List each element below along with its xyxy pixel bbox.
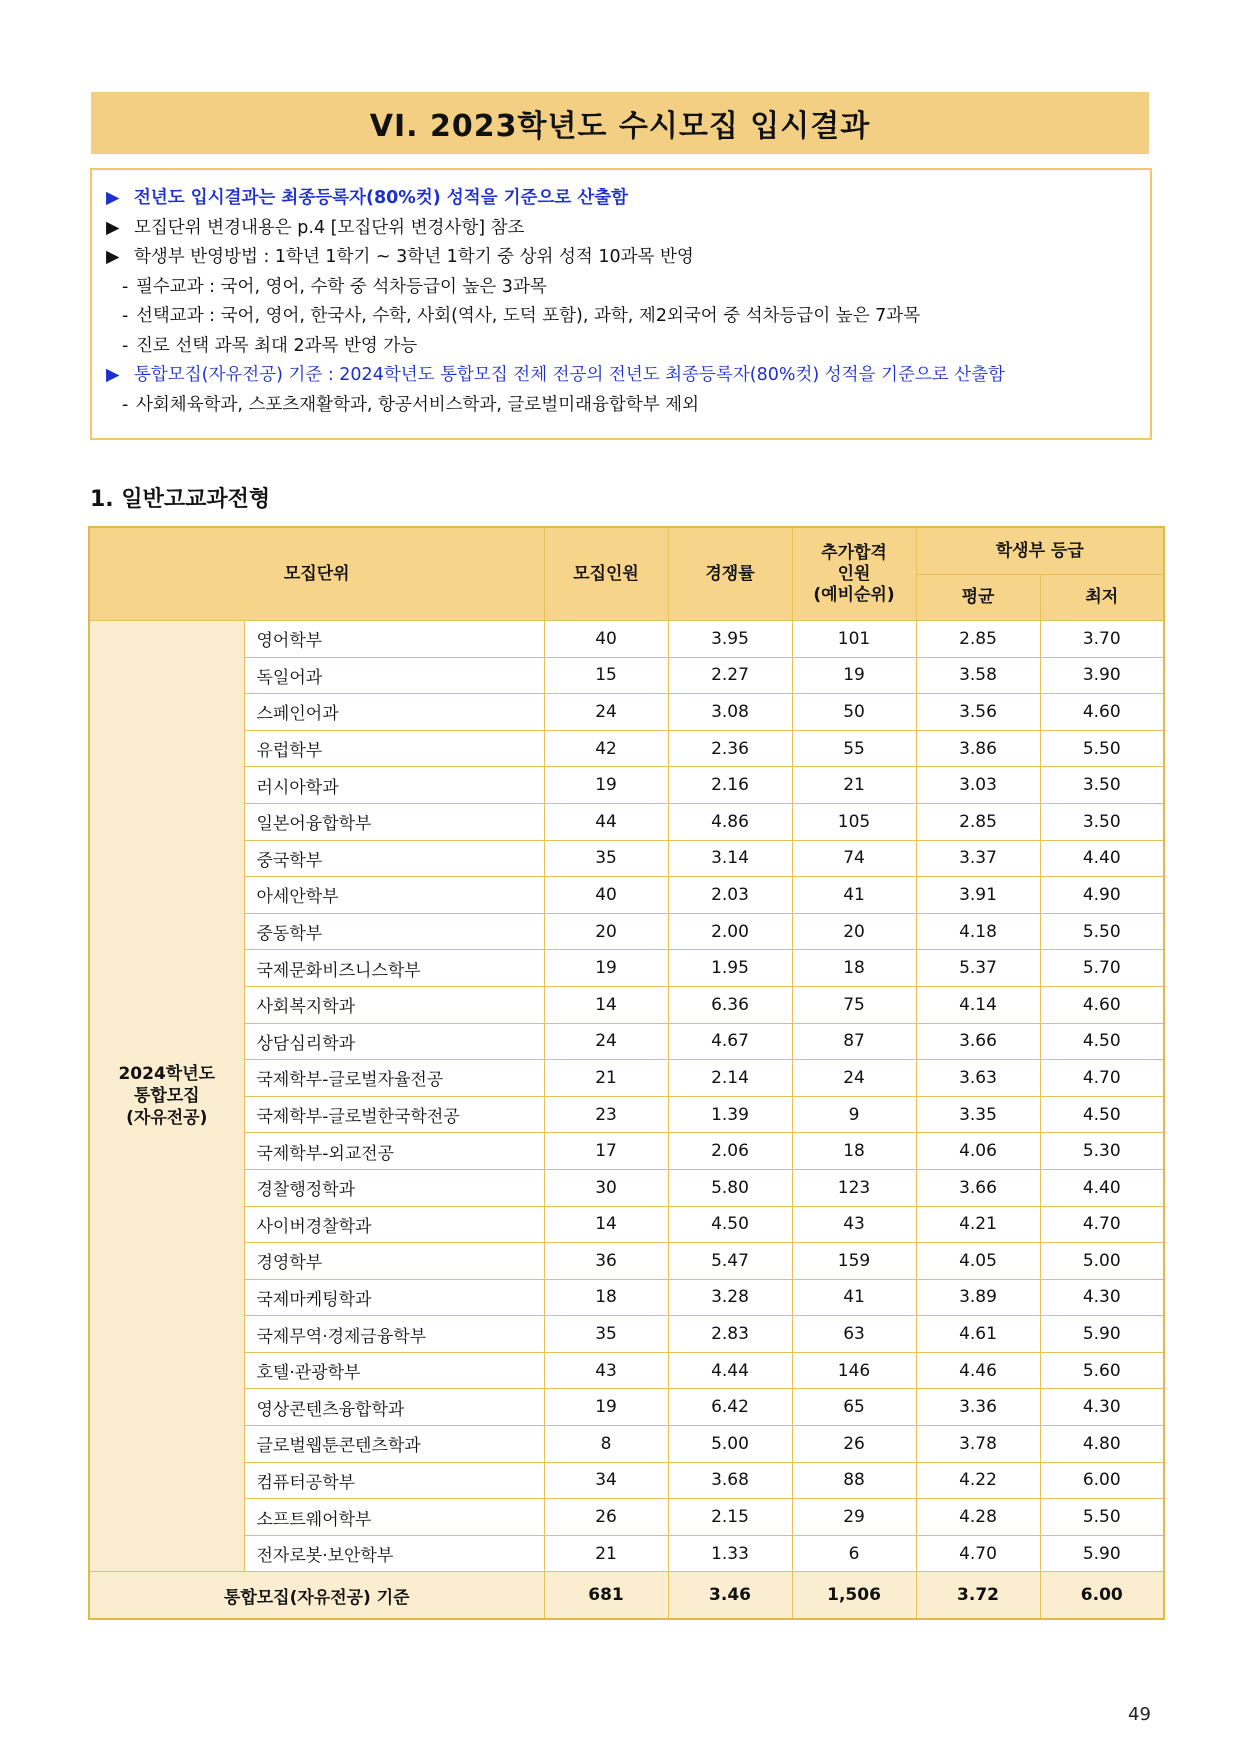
- header-min: 최저: [1040, 575, 1164, 621]
- cell-ratio: 2.15: [668, 1499, 792, 1536]
- cell-extra: 65: [792, 1389, 916, 1426]
- cell-name: 호텔·관광학부: [244, 1352, 544, 1389]
- cell-avg: 3.66: [916, 1023, 1040, 1060]
- cell-ratio: 2.36: [668, 730, 792, 767]
- cell-quota: 44: [544, 803, 668, 840]
- table-row: [89, 1316, 1164, 1353]
- cell-extra: 21: [792, 767, 916, 804]
- cell-quota: 24: [544, 694, 668, 731]
- cell-extra: 123: [792, 1169, 916, 1206]
- cell-ratio: 1.39: [668, 1096, 792, 1133]
- table-row: [89, 621, 1164, 658]
- cell-avg: 3.03: [916, 767, 1040, 804]
- cell-ratio: 4.86: [668, 803, 792, 840]
- cell-avg: 2.85: [916, 803, 1040, 840]
- cell-ratio: 4.50: [668, 1206, 792, 1243]
- cell-name: 전자로봇·보안학부: [244, 1535, 544, 1572]
- cell-avg: 4.70: [916, 1535, 1040, 1572]
- cell-quota: 23: [544, 1096, 668, 1133]
- cell-avg: 4.05: [916, 1243, 1040, 1280]
- header-unit: 모집단위: [89, 527, 544, 621]
- note-line: [106, 391, 1150, 421]
- dash-bullet: -: [122, 394, 129, 415]
- cell-avg: 4.14: [916, 986, 1040, 1023]
- cell-name: 컴퓨터공학부: [244, 1462, 544, 1499]
- cell-extra: 18: [792, 1133, 916, 1170]
- cell-quota: 19: [544, 950, 668, 987]
- triangle-bullet-icon: ▶: [106, 365, 120, 385]
- table-row: [89, 694, 1164, 731]
- cell-ratio: 4.44: [668, 1352, 792, 1389]
- cell-quota: 40: [544, 877, 668, 914]
- cell-quota: 34: [544, 1462, 668, 1499]
- cell-min: 4.60: [1040, 694, 1164, 731]
- cell-extra: 88: [792, 1462, 916, 1499]
- cell-name: 중동학부: [244, 913, 544, 950]
- table-row: [89, 950, 1164, 987]
- cell-ratio: 3.95: [668, 621, 792, 658]
- cell-avg: 3.91: [916, 877, 1040, 914]
- cell-avg: 4.28: [916, 1499, 1040, 1536]
- table-row: [89, 1060, 1164, 1097]
- cell-name: 독일어과: [244, 657, 544, 694]
- cell-extra: 105: [792, 803, 916, 840]
- header-quota: 모집인원: [544, 527, 668, 621]
- cell-extra: 74: [792, 840, 916, 877]
- table-row: [89, 1535, 1164, 1572]
- cell-min: 4.30: [1040, 1279, 1164, 1316]
- header-avg: 평균: [916, 575, 1040, 621]
- cell-name: 경찰행정학과: [244, 1169, 544, 1206]
- cell-ratio: 1.33: [668, 1535, 792, 1572]
- cell-avg: 5.37: [916, 950, 1040, 987]
- cell-quota: 35: [544, 1316, 668, 1353]
- cell-name: 경영학부: [244, 1243, 544, 1280]
- notes-box: [90, 168, 1152, 440]
- cell-name: 일본어융합학부: [244, 803, 544, 840]
- note-text: 전년도 입시결과는 최종등록자(80%컷) 성적을 기준으로 산출함: [134, 188, 629, 208]
- cell-min: 3.90: [1040, 657, 1164, 694]
- cell-quota: 14: [544, 1206, 668, 1243]
- table-row: [89, 1243, 1164, 1280]
- table-row: [89, 730, 1164, 767]
- note-text: 진로 선택 과목 최대 2과목 반영 가능: [136, 335, 418, 356]
- cell-min: 3.70: [1040, 621, 1164, 658]
- cell-min: 3.50: [1040, 767, 1164, 804]
- cell-name: 국제마케팅학과: [244, 1279, 544, 1316]
- table-row: [89, 1462, 1164, 1499]
- cell-ratio: 6.42: [668, 1389, 792, 1426]
- cell-quota: 21: [544, 1535, 668, 1572]
- header-ratio: 경쟁률: [668, 527, 792, 621]
- table-row: [89, 840, 1164, 877]
- cell-extra: 41: [792, 877, 916, 914]
- total-label: 통합모집(자유전공) 기준: [89, 1572, 544, 1620]
- cell-avg: 3.86: [916, 730, 1040, 767]
- table-row: [89, 1169, 1164, 1206]
- page-number: 49: [1128, 1704, 1151, 1725]
- cell-min: 5.90: [1040, 1316, 1164, 1353]
- triangle-bullet-icon: ▶: [106, 188, 120, 208]
- cell-extra: 6: [792, 1535, 916, 1572]
- cell-min: 5.50: [1040, 1499, 1164, 1536]
- cell-quota: 21: [544, 1060, 668, 1097]
- table-row: [89, 767, 1164, 804]
- table-row: [89, 913, 1164, 950]
- cell-avg: 4.21: [916, 1206, 1040, 1243]
- note-line: [106, 302, 1150, 332]
- cell-name: 사이버경찰학과: [244, 1206, 544, 1243]
- cell-min: 5.50: [1040, 913, 1164, 950]
- cell-min: 3.50: [1040, 803, 1164, 840]
- cell-ratio: 3.08: [668, 694, 792, 731]
- cell-ratio: 2.27: [668, 657, 792, 694]
- cell-ratio: 6.36: [668, 986, 792, 1023]
- table-row: [89, 1499, 1164, 1536]
- cell-ratio: 2.83: [668, 1316, 792, 1353]
- cell-quota: 43: [544, 1352, 668, 1389]
- cell-avg: 4.46: [916, 1352, 1040, 1389]
- cell-name: 국제학부-외교전공: [244, 1133, 544, 1170]
- triangle-bullet-icon: ▶: [106, 217, 120, 238]
- cell-quota: 19: [544, 767, 668, 804]
- table-row: [89, 1352, 1164, 1389]
- cell-avg: 3.37: [916, 840, 1040, 877]
- cell-min: 4.50: [1040, 1096, 1164, 1133]
- cell-quota: 40: [544, 621, 668, 658]
- cell-quota: 30: [544, 1169, 668, 1206]
- cell-ratio: 2.14: [668, 1060, 792, 1097]
- cell-ratio: 2.06: [668, 1133, 792, 1170]
- note-text: 모집단위 변경내용은 p.4 [모집단위 변경사항] 참조: [134, 217, 525, 238]
- cell-quota: 42: [544, 730, 668, 767]
- cell-quota: 26: [544, 1499, 668, 1536]
- table-row: [89, 1426, 1164, 1463]
- cell-min: 6.00: [1040, 1462, 1164, 1499]
- section-title: 1. 일반고교과전형: [90, 487, 271, 512]
- cell-min: 5.90: [1040, 1535, 1164, 1572]
- cell-quota: 36: [544, 1243, 668, 1280]
- cell-avg: 3.89: [916, 1279, 1040, 1316]
- group-label: 2024학년도 통합모집 (자유전공): [89, 621, 244, 1572]
- total-quota: 681: [544, 1572, 668, 1620]
- cell-name: 아세안학부: [244, 877, 544, 914]
- cell-avg: 3.58: [916, 657, 1040, 694]
- cell-avg: 2.85: [916, 621, 1040, 658]
- cell-name: 스페인어과: [244, 694, 544, 731]
- cell-quota: 17: [544, 1133, 668, 1170]
- cell-extra: 41: [792, 1279, 916, 1316]
- cell-ratio: 3.14: [668, 840, 792, 877]
- total-extra: 1,506: [792, 1572, 916, 1620]
- cell-min: 5.00: [1040, 1243, 1164, 1280]
- total-row: [89, 1572, 1164, 1620]
- cell-ratio: 5.00: [668, 1426, 792, 1463]
- cell-min: 5.70: [1040, 950, 1164, 987]
- cell-min: 5.50: [1040, 730, 1164, 767]
- cell-extra: 101: [792, 621, 916, 658]
- cell-extra: 26: [792, 1426, 916, 1463]
- cell-name: 상담심리학과: [244, 1023, 544, 1060]
- cell-quota: 14: [544, 986, 668, 1023]
- table-row: [89, 877, 1164, 914]
- cell-ratio: 5.80: [668, 1169, 792, 1206]
- cell-extra: 50: [792, 694, 916, 731]
- cell-name: 사회복지학과: [244, 986, 544, 1023]
- cell-ratio: 2.00: [668, 913, 792, 950]
- cell-avg: 4.61: [916, 1316, 1040, 1353]
- cell-avg: 4.06: [916, 1133, 1040, 1170]
- page-title: VI. 2023학년도 수시모집 입시결과: [369, 109, 871, 144]
- cell-extra: 24: [792, 1060, 916, 1097]
- table-row: [89, 803, 1164, 840]
- cell-name: 영상콘텐츠융합학과: [244, 1389, 544, 1426]
- dash-bullet: -: [122, 335, 129, 356]
- cell-avg: 4.22: [916, 1462, 1040, 1499]
- cell-extra: 9: [792, 1096, 916, 1133]
- note-line: [106, 243, 1150, 273]
- note-line: [106, 361, 1150, 391]
- title-bar: [91, 92, 1149, 154]
- header-extra: 추가합격 인원 (예비순위): [792, 527, 916, 621]
- cell-name: 국제학부-글로벌자율전공: [244, 1060, 544, 1097]
- cell-extra: 63: [792, 1316, 916, 1353]
- cell-avg: 3.63: [916, 1060, 1040, 1097]
- cell-name: 소프트웨어학부: [244, 1499, 544, 1536]
- table-row: [89, 1096, 1164, 1133]
- dash-bullet: -: [122, 276, 129, 297]
- cell-quota: 35: [544, 840, 668, 877]
- cell-ratio: 3.28: [668, 1279, 792, 1316]
- note-text: 사회체육학과, 스포츠재활학과, 항공서비스학과, 글로벌미래융합학부 제외: [136, 394, 699, 415]
- cell-min: 4.40: [1040, 1169, 1164, 1206]
- cell-avg: 3.35: [916, 1096, 1040, 1133]
- total-ratio: 3.46: [668, 1572, 792, 1620]
- note-line: [106, 184, 1150, 214]
- cell-quota: 18: [544, 1279, 668, 1316]
- cell-quota: 15: [544, 657, 668, 694]
- note-line: [106, 332, 1150, 362]
- cell-min: 4.40: [1040, 840, 1164, 877]
- cell-avg: 3.66: [916, 1169, 1040, 1206]
- cell-name: 국제무역·경제금융학부: [244, 1316, 544, 1353]
- cell-quota: 19: [544, 1389, 668, 1426]
- cell-extra: 43: [792, 1206, 916, 1243]
- cell-ratio: 2.03: [668, 877, 792, 914]
- cell-min: 4.90: [1040, 877, 1164, 914]
- cell-extra: 146: [792, 1352, 916, 1389]
- note-text: 선택교과 : 국어, 영어, 한국사, 수학, 사회(역사, 도덕 포함), 과학, 제2외국어 중 석차등급이 높은 7과목: [136, 306, 921, 326]
- note-text: 필수교과 : 국어, 영어, 수학 중 석차등급이 높은 3과목: [136, 276, 547, 297]
- cell-name: 러시아학과: [244, 767, 544, 804]
- note-text: 통합모집(자유전공) 기준 : 2024학년도 통합모집 전체 전공의 전년도 최종등록자(80%컷) 성적을 기준으로 산출함: [134, 365, 1005, 385]
- cell-avg: 3.56: [916, 694, 1040, 731]
- dash-bullet: -: [122, 306, 129, 326]
- table-row: [89, 1133, 1164, 1170]
- cell-extra: 55: [792, 730, 916, 767]
- table-row: [89, 986, 1164, 1023]
- cell-name: 중국학부: [244, 840, 544, 877]
- note-line: [106, 273, 1150, 303]
- note-line: [106, 214, 1150, 244]
- cell-extra: 29: [792, 1499, 916, 1536]
- cell-avg: 4.18: [916, 913, 1040, 950]
- admission-results-table: [88, 526, 1165, 1620]
- cell-ratio: 5.47: [668, 1243, 792, 1280]
- cell-avg: 3.78: [916, 1426, 1040, 1463]
- table-row: [89, 657, 1164, 694]
- cell-ratio: 2.16: [668, 767, 792, 804]
- table-row: [89, 1023, 1164, 1060]
- triangle-bullet-icon: ▶: [106, 247, 120, 267]
- cell-min: 4.60: [1040, 986, 1164, 1023]
- cell-extra: 20: [792, 913, 916, 950]
- cell-name: 국제학부-글로벌한국학전공: [244, 1096, 544, 1133]
- cell-name: 영어학부: [244, 621, 544, 658]
- cell-name: 유럽학부: [244, 730, 544, 767]
- cell-name: 글로벌웹툰콘텐츠학과: [244, 1426, 544, 1463]
- cell-extra: 75: [792, 986, 916, 1023]
- cell-quota: 20: [544, 913, 668, 950]
- cell-quota: 24: [544, 1023, 668, 1060]
- total-avg: 3.72: [916, 1572, 1040, 1620]
- total-min: 6.00: [1040, 1572, 1164, 1620]
- table-row: [89, 1389, 1164, 1426]
- header-grade: 학생부 등급: [916, 527, 1164, 575]
- cell-name: 국제문화비즈니스학부: [244, 950, 544, 987]
- table-row: [89, 1206, 1164, 1243]
- cell-extra: 19: [792, 657, 916, 694]
- cell-quota: 8: [544, 1426, 668, 1463]
- cell-min: 4.80: [1040, 1426, 1164, 1463]
- cell-extra: 159: [792, 1243, 916, 1280]
- cell-min: 5.30: [1040, 1133, 1164, 1170]
- cell-min: 4.50: [1040, 1023, 1164, 1060]
- table-row: [89, 1279, 1164, 1316]
- cell-min: 4.30: [1040, 1389, 1164, 1426]
- cell-min: 4.70: [1040, 1206, 1164, 1243]
- cell-min: 5.60: [1040, 1352, 1164, 1389]
- cell-ratio: 3.68: [668, 1462, 792, 1499]
- cell-extra: 18: [792, 950, 916, 987]
- cell-ratio: 4.67: [668, 1023, 792, 1060]
- cell-min: 4.70: [1040, 1060, 1164, 1097]
- note-text: 학생부 반영방법 : 1학년 1학기 ~ 3학년 1학기 중 상위 성적 10과목 반영: [134, 247, 694, 267]
- cell-extra: 87: [792, 1023, 916, 1060]
- cell-avg: 3.36: [916, 1389, 1040, 1426]
- cell-ratio: 1.95: [668, 950, 792, 987]
